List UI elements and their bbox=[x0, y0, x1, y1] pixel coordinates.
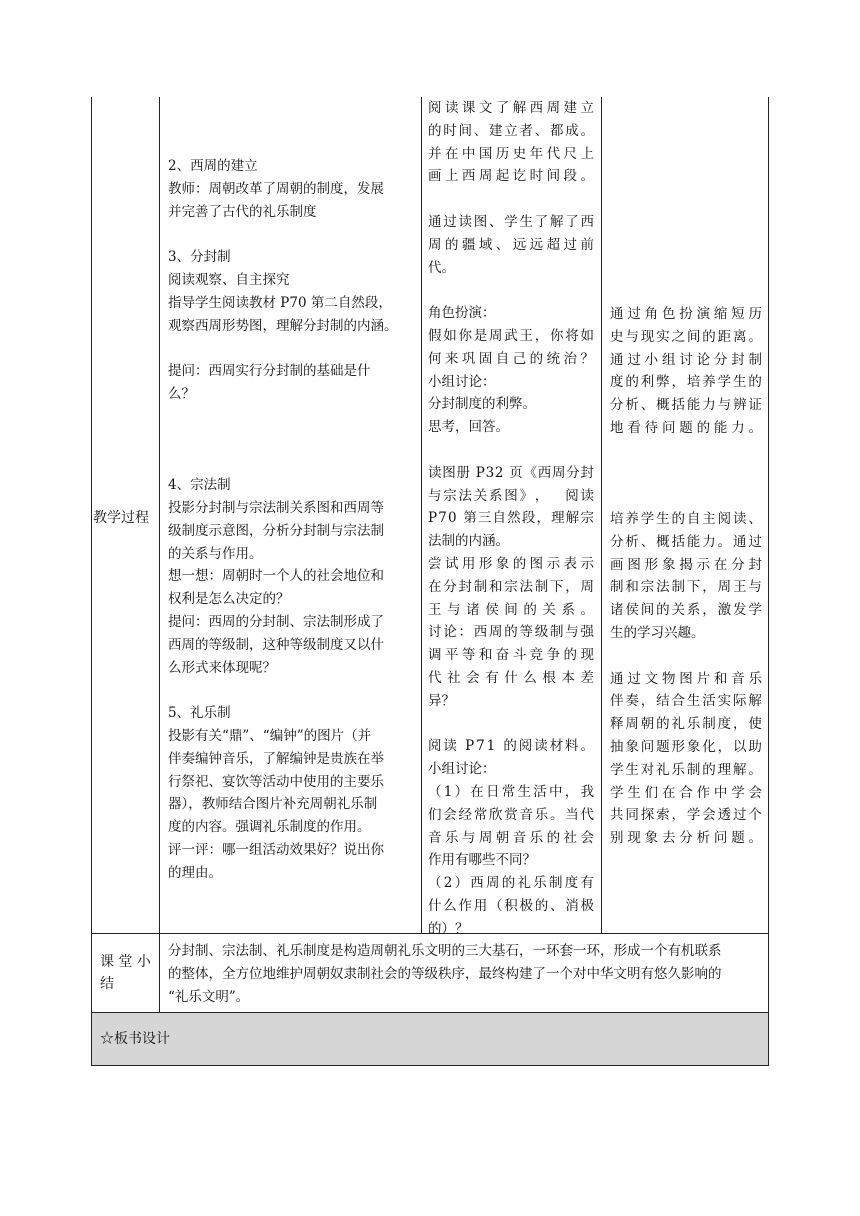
student-text-line: 分封制度的利弊。 bbox=[428, 396, 536, 413]
student-text-line: 通 过 读 图 、 学 生 了 解 了 西 bbox=[428, 213, 594, 230]
blank-line bbox=[168, 429, 398, 452]
intent-text-line: 画 图 形 象 揭 示 在 分 封 bbox=[610, 556, 762, 573]
student-text-line: 什 么 作 用 （ 积 极 的 、 消 极 bbox=[428, 897, 594, 914]
teacher-text-line: 阅读观察、自主探究 bbox=[168, 271, 290, 288]
intent-text-line: 分 析 、 概 括 能 力 。 通 过 bbox=[610, 533, 762, 550]
teacher-text-line: 的关系与作用。 bbox=[168, 545, 263, 562]
intent-text-line: 学 生 们 在 合 作 中 学 会 bbox=[610, 784, 762, 801]
blank-line bbox=[168, 223, 398, 246]
student-activity-column bbox=[428, 97, 594, 940]
student-text-line: 思考，回答。 bbox=[428, 419, 509, 436]
intent-text-line: 诸 侯 间 的 关 系 ， 激 发 学 bbox=[610, 602, 762, 619]
student-text-line: 王 与 诸 侯 间 的 关 系 。 bbox=[428, 601, 594, 618]
student-text-line: 读 图 册 P 3 2 页 《 西 周 分 封 bbox=[428, 464, 594, 481]
student-text-line: 假 如 你 是 周 武 王 ， 你 将 如 bbox=[428, 327, 594, 344]
teacher-text-line: 4、宗法制 bbox=[168, 477, 231, 494]
student-text-line: 音 乐 与 周 朝 音 乐 的 社 会 bbox=[428, 829, 594, 846]
summary-line: 的整体，全方位地维护周朝奴隶制社会的等级秩序，最终构建了一个对中华文明有悠久影响的 bbox=[168, 966, 722, 982]
student-text-line: 异？ bbox=[428, 692, 455, 709]
student-text-line: 小组讨论： bbox=[428, 373, 496, 390]
column-divider-2 bbox=[421, 97, 422, 933]
student-text-line: 与 宗 法 关 系 图 》 ， 阅 读 bbox=[428, 487, 594, 504]
student-text-line: 周 的 疆 域 、 远 远 超 过 前 bbox=[428, 236, 594, 253]
teacher-text-line: 行祭祀、宴饮等活动中使用的主要乐 bbox=[168, 773, 384, 790]
blank-line bbox=[428, 439, 594, 462]
summary-line: “礼乐文明”。 bbox=[168, 989, 250, 1005]
intent-text-line: 别 现 象 去 分 析 问 题 。 bbox=[610, 830, 762, 847]
teacher-text-line: 提问：西周的分封制、宗法制形成了 bbox=[168, 613, 384, 630]
table-border-right bbox=[768, 97, 769, 1066]
teacher-text-line: 5、礼乐制 bbox=[168, 705, 231, 722]
blank-line bbox=[428, 279, 594, 302]
intent-text-line: 共 同 探 索 ， 学 会 透 过 个 bbox=[610, 807, 762, 824]
teacher-text-line: 2、西周的建立 bbox=[168, 158, 258, 174]
student-text-line: 尝 试 用 形 象 的 图 示 表 示 bbox=[428, 555, 594, 572]
intent-text-line: 学 生 对 礼 乐 制 的 理 解 。 bbox=[610, 761, 762, 778]
intent-text-line: 伴 奏 ， 结 合 生 活 实 际 解 bbox=[610, 693, 762, 710]
row-label-teaching-process: 教学过程 bbox=[93, 510, 149, 526]
student-text-line: 何 来 巩 固 自 己 的 统 治 ？ bbox=[428, 350, 594, 367]
student-text-line: 画 上 西 周 起 讫 时 间 段 。 bbox=[428, 168, 594, 185]
blank-line bbox=[168, 337, 398, 360]
teacher-text-line: 么？ bbox=[168, 385, 195, 402]
student-text-line: 的）？ bbox=[428, 920, 469, 937]
intent-text-line: 分 析 、 概 括 能 力 与 辨 证 bbox=[610, 397, 762, 414]
blank-line bbox=[168, 406, 398, 429]
student-text-line: 们 会 经 常 欣 赏 音 乐 。 当 代 bbox=[428, 806, 594, 823]
teacher-text-line: 么形式来体现呢？ bbox=[168, 659, 276, 676]
intent-text-line: 释 周 朝 的 礼 乐 制 度 ， 使 bbox=[610, 716, 762, 733]
intent-text-line: 培 养 学 生 的 自 主 阅 读 、 bbox=[610, 511, 762, 527]
student-text-line: （ 2 ） 西 周 的 礼 乐 制 度 有 bbox=[428, 875, 594, 892]
student-text-line: 阅 读 课 文 了 解 西 周 建 立 bbox=[428, 100, 594, 116]
table-border-left bbox=[91, 97, 92, 1066]
student-text-line: 代 社 会 有 什 么 根 本 差 bbox=[428, 669, 594, 686]
teacher-text-line: 权利是怎么决定的？ bbox=[168, 591, 290, 608]
student-text-line: （ 1 ） 在 日 常 生 活 中 ， 我 bbox=[428, 783, 594, 800]
blank-line bbox=[610, 645, 762, 668]
teacher-text-line: 想一想：周朝时一个人的社会地位和 bbox=[168, 568, 384, 585]
teacher-text-line: 提问：西周实行分封制的基础是什 bbox=[168, 363, 371, 380]
board-design-label: ☆板书设计 bbox=[100, 1031, 170, 1047]
student-text-line: P 7 0 第 三 自 然 段 ， 理 解 宗 bbox=[428, 510, 594, 527]
student-text-line: 阅 读 P 7 1 的 阅 读 材 料 。 bbox=[428, 738, 594, 755]
student-text-line: 小组讨论： bbox=[428, 761, 496, 778]
summary-label-line-2: 结 bbox=[100, 976, 114, 992]
intent-text-line: 通 过 文 物 图 片 和 音 乐 bbox=[610, 670, 762, 687]
intent-text-line: 地 看 待 问 题 的 能 力 。 bbox=[610, 419, 762, 436]
row-divider-summary bbox=[91, 1012, 769, 1013]
intent-text-line: 抽 象 问 题 形 象 化 ， 以 助 bbox=[610, 738, 762, 755]
student-text-line: 代。 bbox=[428, 259, 455, 276]
teacher-text-line: 3、分封制 bbox=[168, 249, 231, 266]
student-text-line: 法制的内涵。 bbox=[428, 533, 509, 550]
student-text-line: 调 平 等 和 奋 斗 竞 争 的 现 bbox=[428, 647, 594, 664]
summary-label-line-1: 课 堂 小 bbox=[100, 954, 151, 970]
blank-line bbox=[428, 713, 594, 736]
teacher-activity-column bbox=[168, 155, 398, 885]
blank-line bbox=[168, 451, 398, 474]
intent-text-line: 制 和 宗 法 制 下 ， 周 王 与 bbox=[610, 579, 762, 596]
intent-text-line: 度 的 利 弊 ， 培 养 学 生 的 bbox=[610, 374, 762, 391]
summary-text bbox=[168, 940, 766, 1009]
teacher-text-line: 投影有关“鼎”、“编钟”的图片（并 bbox=[168, 727, 372, 744]
board-design-row bbox=[92, 1013, 769, 1065]
intent-text-line: 史 与 现 实 之 间 的 距 离 。 bbox=[610, 328, 762, 345]
summary-label bbox=[100, 951, 151, 995]
intent-text-line: 通 过 角 色 扮 演 缩 短 历 bbox=[610, 306, 762, 322]
teacher-text-line: 投影分封制与宗法制关系图和西周等 bbox=[168, 499, 384, 516]
teacher-text-line: 西周的等级制，这种等级制度又以什 bbox=[168, 636, 384, 653]
student-text-line: 的 时 间 、 建 立 者 、 都 成 。 bbox=[428, 122, 594, 139]
teacher-text-line: 指导学生阅读教材 P70 第二自然段， bbox=[168, 294, 392, 311]
student-text-line: 在 分 封 制 和 宗 法 制 下 ， 周 bbox=[428, 578, 594, 595]
teacher-text-line: 伴奏编钟音乐，了解编钟是贵族在举 bbox=[168, 750, 384, 767]
column-divider-3 bbox=[601, 97, 602, 933]
teacher-text-line: 并完善了古代的礼乐制度 bbox=[168, 203, 317, 220]
intent-text-line: 通 过 小 组 讨 论 分 封 制 bbox=[610, 351, 762, 368]
teacher-text-line: 评一评：哪一组活动效果好？说出你 bbox=[168, 841, 384, 858]
blank-line bbox=[428, 188, 594, 211]
blank-line bbox=[168, 679, 398, 702]
column-divider-1 bbox=[159, 97, 160, 1012]
design-intent-column-b bbox=[610, 508, 762, 850]
teacher-text-line: 观察西周形势图，理解分封制的内涵。 bbox=[168, 317, 398, 334]
teacher-text-line: 度的内容。强调礼乐制度的作用。 bbox=[168, 819, 371, 836]
teacher-text-line: 教师：周朝改革了周朝的制度，发展 bbox=[168, 180, 384, 197]
student-text-line: 作用有哪些不同？ bbox=[428, 852, 536, 869]
teacher-text-line: 器），教师结合图片补充周朝礼乐制 bbox=[168, 796, 378, 813]
intent-text-line: 生的学习兴趣。 bbox=[610, 624, 705, 641]
teacher-text-line: 级制度示意图，分析分封制与宗法制 bbox=[168, 522, 384, 539]
table-border-bottom bbox=[91, 1065, 769, 1066]
summary-line: 分封制、宗法制、礼乐制度是构造周朝礼乐文明的三大基石，一环套一环，形成一个有机联系 bbox=[168, 943, 722, 959]
student-text-line: 讨 论 ： 西 周 的 等 级 制 与 强 bbox=[428, 624, 594, 641]
student-text-line: 角色扮演： bbox=[428, 305, 496, 322]
teacher-text-line: 的理由。 bbox=[168, 864, 222, 881]
student-text-line: 并 在 中 国 历 史 年 代 尺 上 bbox=[428, 145, 594, 162]
design-intent-column-a bbox=[610, 303, 762, 440]
